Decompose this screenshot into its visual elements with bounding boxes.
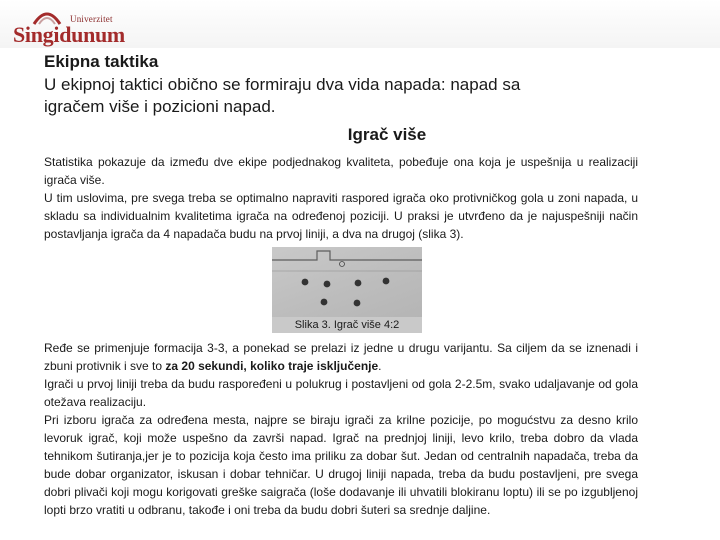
paragraph-first-line: Igrači u prvoj liniji treba da budu raspoređeni u polukrug i postavljeni od gola 2-2.5m, svako udaljavanje od gola otežava realizaciju. bbox=[44, 377, 638, 409]
paragraph-player-selection: Pri izboru igrača za određena mesta, najpre se biraju igrači za krilne pozicije, po mogućstvu za desno krilo levoruk igrač, koji može uspešno da završi napad. Igrač na prednjoj liniji, levo krilo, treba dobro da vlada tehnikom šutiranja,jer je to pozicija koja često ima priliku za dobar šut. Jedan od centralnih napadača, treba da bude dobar organizator, iskusan i dobar tehničar. U drugoj liniji napada, treba da budu postavljeni, pre svega dobri plivači koji mogu korigovati greške saigrača (loše dodavanje ili uhvatili blokiranu loptu) ili se po izgubljenoj lopti brzo vratiti u odbranu, takođe i oni treba da budu dobri šuteri sa srednje daljine. bbox=[44, 413, 638, 517]
lead-line-1: U ekipnoj taktici obično se formiraju dva vida napada: napad sa bbox=[44, 75, 521, 94]
formation-diagram bbox=[272, 247, 422, 317]
figure-3 bbox=[44, 247, 638, 347]
lead-paragraph bbox=[44, 74, 638, 118]
university-logo bbox=[10, 8, 125, 47]
slide-content bbox=[44, 48, 638, 519]
formation-bold-text: za 20 sekundi, koliko traje isključenje bbox=[165, 359, 379, 373]
slide-title: Ekipna taktika bbox=[44, 52, 159, 71]
section-subtitle: Igrač više bbox=[347, 125, 427, 144]
figure-photo bbox=[272, 247, 422, 317]
logo-university-label: Univerzitet bbox=[70, 14, 113, 24]
formation-end: . bbox=[378, 359, 382, 373]
paragraph-statistics: Statistika pokazuje da između dve ekipe podjednakog kvaliteta, pobeđuje ona koja je uspešnija u realizaciji igrača više. bbox=[44, 155, 638, 187]
lead-line-2: igračem više i pozicioni napad. bbox=[44, 97, 276, 116]
formation-text: Ređe se primenjuje formacija 3-3, a ponekad se prelazi iz jedne u drugu varijantu. Sa ciljem da se iznenadi i zbuni protivnik i sve to bbox=[44, 341, 638, 373]
paragraph-conditions: U tim uslovima, pre svega treba se optimalno napraviti raspored igrača oko protivničkog gola u zoni napada, u skladu sa individualnim kvalitetima igrača na određenoj poziciji. U praksi je utvrđeno da je najuspešniji način postavljanja igrača da 4 napadača budu na prvoj liniji, a dva na drugoj (slika 3). bbox=[44, 191, 638, 241]
logo-name: Singidunum bbox=[13, 22, 125, 47]
figure-caption: Slika 3. Igrač više 4:2 bbox=[272, 317, 422, 333]
